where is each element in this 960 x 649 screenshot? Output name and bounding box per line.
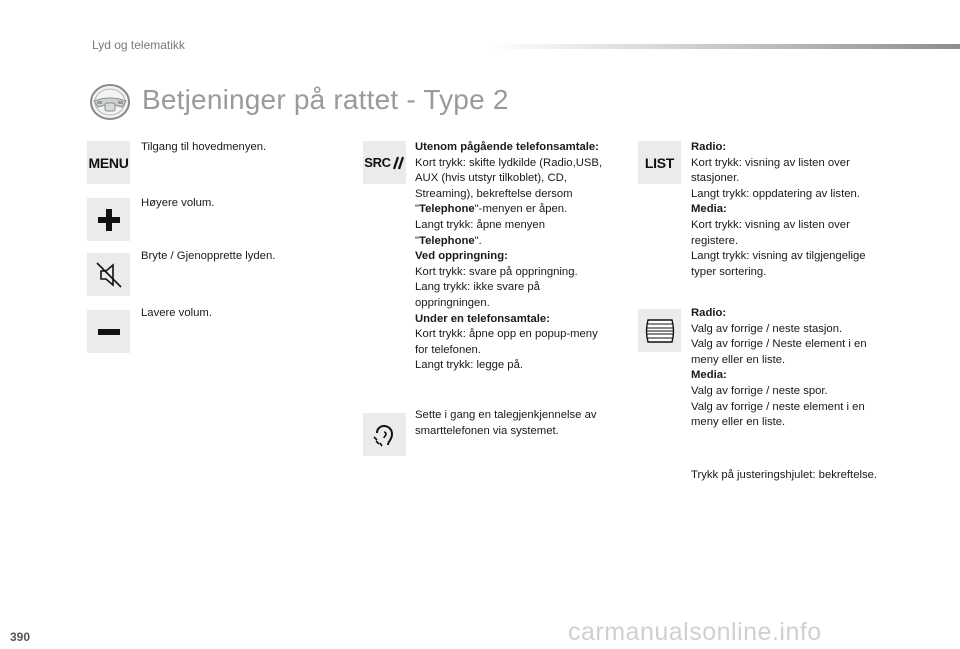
list-line-2: stasjoner. xyxy=(691,172,740,185)
src-description xyxy=(415,140,630,374)
minus-icon xyxy=(96,319,122,345)
list-line-5: registere. xyxy=(691,234,739,247)
src-line-2: AUX (hvis utstyr tilkoblet), CD, xyxy=(415,172,567,185)
src-line-10: Kort trykk: åpne opp en popup-meny xyxy=(415,328,598,341)
volume-down-description: Lavere volum. xyxy=(141,307,212,319)
menu-description: Tilgang til hovedmenyen. xyxy=(141,141,267,153)
list-line-4: Kort trykk: visning av listen over xyxy=(691,218,850,231)
thumbwheel-icon xyxy=(644,316,676,346)
quote: " xyxy=(415,234,420,247)
mute-description: Bryte / Gjenopprette lyden. xyxy=(141,250,276,262)
src-line-7: Kort trykk: svare på oppringning. xyxy=(415,265,578,278)
src-line-8: Lang trykk: ikke svare på xyxy=(415,281,540,294)
src-button-label: SRC xyxy=(364,155,391,170)
list-line-7: typer sortering. xyxy=(691,265,767,278)
list-line-6: Langt trykk: visning av tilgjengelige xyxy=(691,250,866,263)
section-header: Lyd og telematikk xyxy=(92,38,185,52)
voice-line-1: Sette i gang en talegjenkjennelse av xyxy=(415,409,597,421)
wheel-line-4: Valg av forrige / neste spor. xyxy=(691,384,828,397)
volume-down-button[interactable] xyxy=(87,310,130,353)
wheel-line-5: Valg av forrige / neste element i en xyxy=(691,400,865,413)
src-button[interactable] xyxy=(363,141,406,184)
phone-icon xyxy=(392,156,405,170)
header-bar xyxy=(488,44,960,49)
menu-button[interactable] xyxy=(87,141,130,184)
voice-recognition-button[interactable] xyxy=(363,413,406,456)
telephone-label: Telephone xyxy=(419,203,475,216)
src-line-6-rest: ". xyxy=(474,234,482,247)
plus-icon xyxy=(96,207,122,233)
wheel-heading-2: Media: xyxy=(691,369,727,382)
src-heading-2: Ved oppringning: xyxy=(415,250,508,263)
src-heading-3: Under en telefonsamtale: xyxy=(415,312,550,325)
wheel-line-2: Valg av forrige / Neste element i en xyxy=(691,338,867,351)
src-line-9: oppringningen. xyxy=(415,296,490,309)
mute-button[interactable] xyxy=(87,253,130,296)
thumbwheel-press-description: Trykk på justeringshjulet: bekreftelse. xyxy=(691,469,878,481)
list-button-label: LIST xyxy=(644,154,675,171)
telephone-label: Telephone xyxy=(419,234,475,247)
quote: " xyxy=(415,203,420,216)
wheel-line-3: meny eller en liste. xyxy=(691,353,786,366)
menu-button-label: MENU xyxy=(88,154,129,171)
voice-description xyxy=(415,408,630,439)
mute-icon xyxy=(94,260,124,290)
list-heading-2: Media: xyxy=(691,203,727,216)
src-line-11: for telefonen. xyxy=(415,343,481,356)
wheel-heading-1: Radio: xyxy=(691,307,727,319)
list-button[interactable] xyxy=(638,141,681,184)
voice-line-2: smarttelefonen via systemet. xyxy=(415,424,559,437)
src-line-1: Kort trykk: skifte lydkilde (Radio,USB, xyxy=(415,156,603,169)
src-heading-1: Utenom pågående telefonsamtale: xyxy=(415,141,599,153)
thumbwheel-description xyxy=(691,306,906,431)
volume-up-description: Høyere volum. xyxy=(141,197,215,209)
src-line-4-rest: "-menyen er åpen. xyxy=(474,203,568,216)
page-number: 390 xyxy=(10,630,31,644)
wheel-line-6: meny eller en liste. xyxy=(691,416,786,429)
src-line-5: Langt trykk: åpne menyen xyxy=(415,218,545,231)
list-line-1: Kort trykk: visning av listen over xyxy=(691,156,850,169)
wheel-line-1: Valg av forrige / neste stasjon. xyxy=(691,322,843,335)
page-title: Betjeninger på rattet - Type 2 xyxy=(142,84,509,115)
list-line-3: Langt trykk: oppdatering av listen. xyxy=(691,187,860,200)
src-line-3: Streaming), bekreftelse dersom xyxy=(415,187,573,200)
watermark: carmanualsonline.info xyxy=(568,618,822,646)
src-line-12: Langt trykk: legge på. xyxy=(415,359,524,372)
voice-command-icon xyxy=(371,421,399,449)
list-description xyxy=(691,140,906,280)
list-heading-1: Radio: xyxy=(691,141,727,153)
thumbwheel-button[interactable] xyxy=(638,309,681,352)
steering-wheel-icon xyxy=(89,83,131,121)
volume-up-button[interactable] xyxy=(87,198,130,241)
